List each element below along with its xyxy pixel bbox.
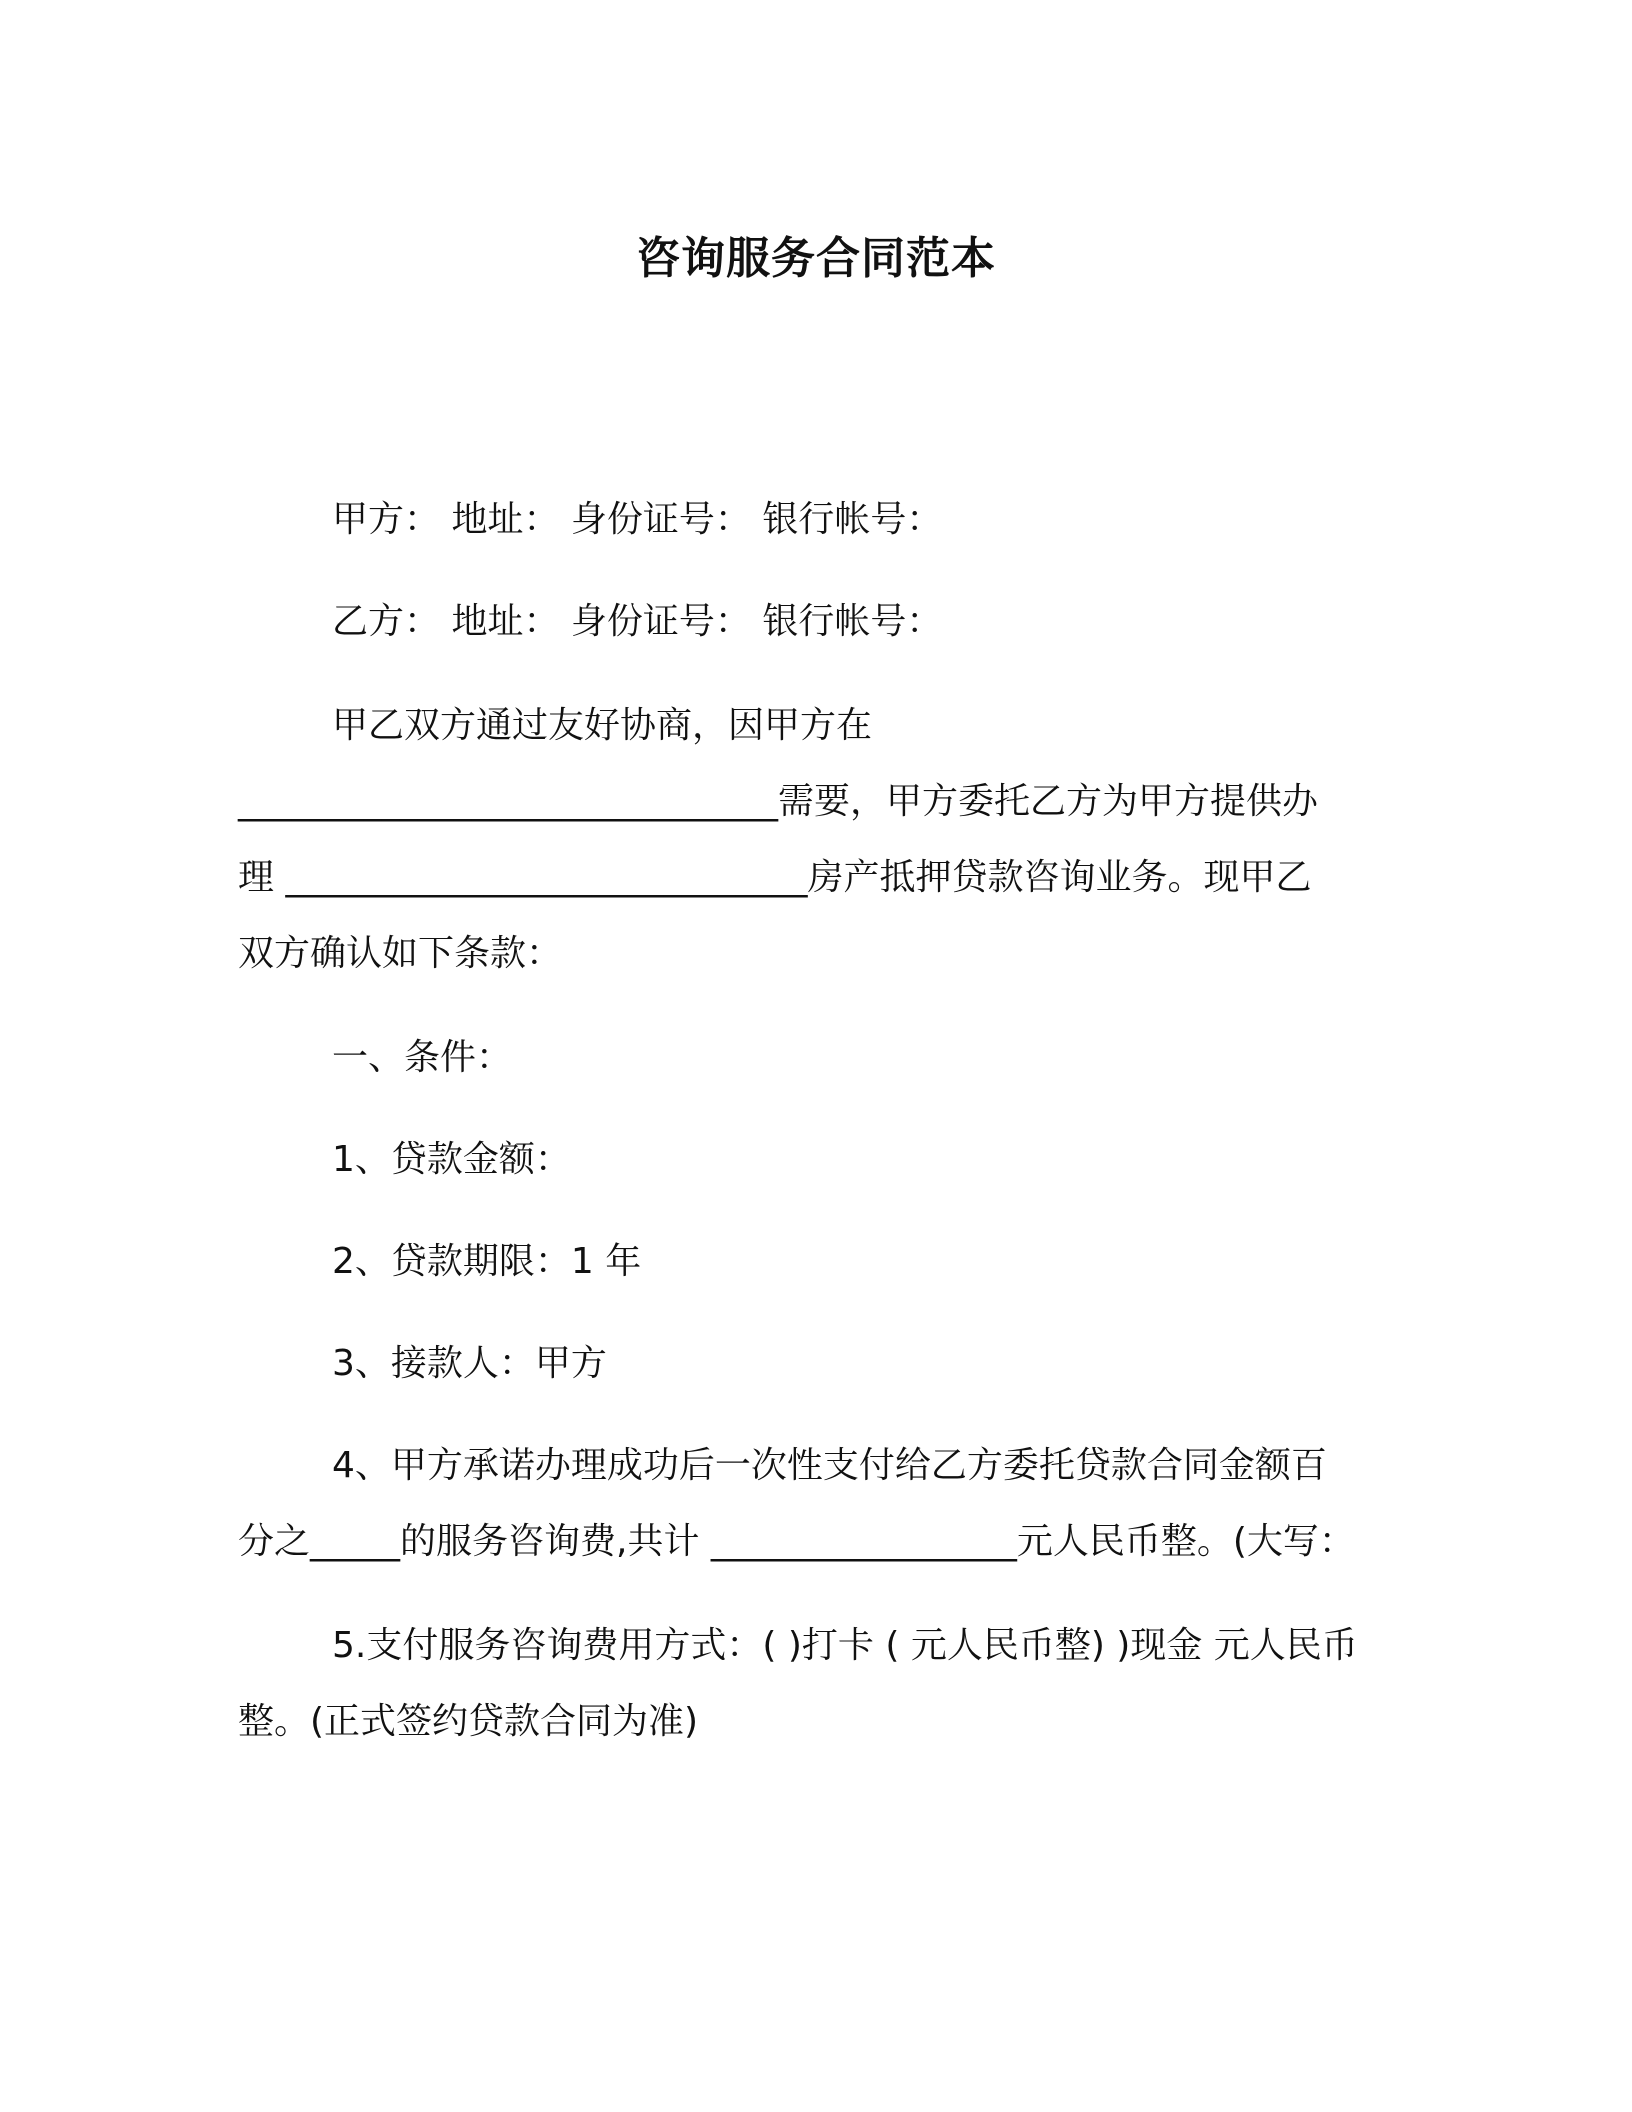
intro-line-1: 甲乙双方通过友好协商，因甲方在 <box>332 705 873 746</box>
intro-line-4: 双方确认如下条款： <box>238 933 563 974</box>
party-b-line: 乙方： 地址： 身份证号： 银行帐号： <box>332 601 943 642</box>
item-3: 3、接款人：甲方 <box>332 1343 607 1384</box>
document-title: 咨询服务合同范本 <box>636 233 996 284</box>
item-5-line-1: 5.支付服务咨询费用方式：( )打卡 ( 元人民币整) )现金 元人民币 <box>332 1625 1358 1666</box>
item-1: 1、贷款金额： <box>332 1139 571 1180</box>
intro-line-2: ______________________________需要，甲方委托乙方为甲方提供办 <box>238 781 1319 822</box>
item-4-line-1: 4、甲方承诺办理成功后一次性支付给乙方委托贷款合同金额百 <box>332 1445 1327 1486</box>
item-5-line-2: 整。(正式签约贷款合同为准) <box>238 1701 699 1742</box>
item-4-line-2: 分之_____的服务咨询费,共计 _________________元人民币整。(大写： <box>238 1521 1355 1562</box>
party-a-line: 甲方： 地址： 身份证号： 银行帐号： <box>332 499 943 540</box>
section-1-heading: 一、条件： <box>332 1037 513 1078</box>
item-2: 2、贷款期限：1 年 <box>332 1241 642 1282</box>
intro-line-3: 理 _____________________________房产抵押贷款咨询业务。现甲乙 <box>238 857 1312 898</box>
